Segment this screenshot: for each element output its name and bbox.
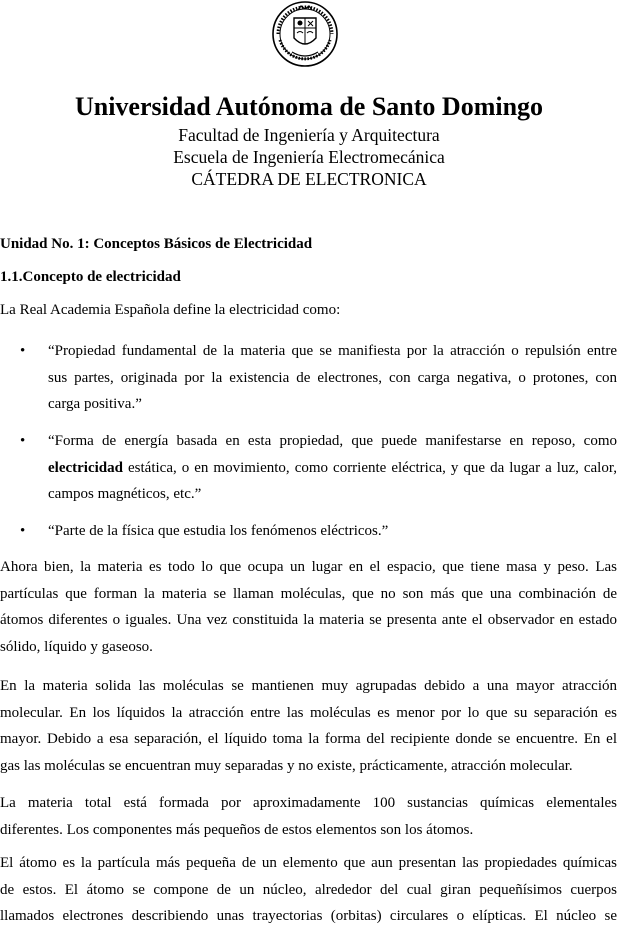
university-seal-icon [270, 0, 340, 68]
chair-title: CÁTEDRA DE ELECTRONICA [191, 169, 427, 189]
paragraph-line: gas las moléculas se encuentran muy separadas y no existe, prácticamente, atracción molecular. [0, 757, 573, 774]
paragraph-line: de estos. El átomo se compone de un núcleo, alrededor del cual giran pequeñísimos cuerpos [0, 881, 617, 898]
bullet-line: carga positiva.” [48, 396, 142, 412]
paragraph-line: La materia total está formada por aproximadamente 100 sustancias químicas elementales [0, 795, 617, 811]
subsection-heading: 1.1.Concepto de electricidad [0, 269, 181, 285]
bullet-line: “Parte de la física que estudia los fenómenos eléctricos.” [48, 523, 389, 539]
paragraph-line: diferentes. Los componentes más pequeños de estos elementos son los átomos. [0, 821, 474, 838]
paragraph-line: molecular. En los líquidos la atracción entre las moléculas es menor por lo que su separación es [0, 704, 617, 721]
bullet-line-rest: estática, o en movimiento, como corriente eléctrica, y que da lugar a luz, calor, [122, 459, 617, 476]
unit-heading: Unidad No. 1: Conceptos Básicos de Electricidad [0, 236, 313, 252]
bullet-marker: • [20, 523, 26, 539]
paragraph-2 [0, 673, 617, 779]
paragraph-line: llamados electrones describiendo unas trayectorias (orbitas) circulares o elípticas. El núcleo se [0, 908, 617, 924]
paragraph-line: Ahora bien, la materia es todo lo que ocupa un lugar en el espacio, que tiene masa y peso. Las [0, 559, 617, 575]
paragraph-line: sólido, líquido y gaseoso. [0, 638, 153, 655]
school-title: Escuela de Ingeniería Electromecánica [173, 147, 445, 167]
bullet-line: campos magnéticos, etc.” [48, 486, 202, 502]
bullet-item-1 [48, 338, 617, 418]
bullet-line: “Propiedad fundamental de la materia que se manifiesta por la atracción o repulsión entre [48, 343, 617, 359]
paragraph-line: En la materia solida las moléculas se mantienen muy agrupadas debido a una mayor atracción [0, 678, 617, 694]
faculty-title: Facultad de Ingeniería y Arquitectura [178, 125, 440, 145]
paragraph-line: El átomo es la partícula más pequeña de un elemento que aun presentan las propiedades químicas [0, 855, 617, 871]
intro-paragraph: La Real Academia Española define la electricidad como: [0, 302, 341, 318]
bullet-marker: • [20, 343, 26, 359]
bold-term: electricidad [48, 459, 123, 476]
paragraph-line: átomos diferentes o iguales. Una vez constituida la materia se presenta ante el observador en estado [0, 612, 617, 628]
bullet-line [48, 455, 617, 482]
paragraph-3 [0, 790, 617, 843]
paragraph-line: mayor. Debido a esa separación, el líquido toma la forma del recipiente donde se encuentre. En el [0, 731, 617, 747]
university-title: Universidad Autónoma de Santo Domingo [74, 92, 544, 121]
bullet-item-3 [48, 518, 617, 545]
bullet-item-2 [48, 428, 617, 508]
paragraph-line: partículas que forman la materia se llaman moléculas, que no son más que una combinación de [0, 585, 617, 602]
bullet-line: “Forma de energía basada en esta propiedad, que puede manifestarse en reposo, como [48, 433, 617, 449]
paragraph-1 [0, 554, 617, 660]
bullet-marker: • [20, 433, 26, 449]
paragraph-4 [0, 850, 617, 930]
bullet-line: sus partes, originada por la existencia de electrones, con carga negativa, o protones, con [48, 369, 617, 386]
